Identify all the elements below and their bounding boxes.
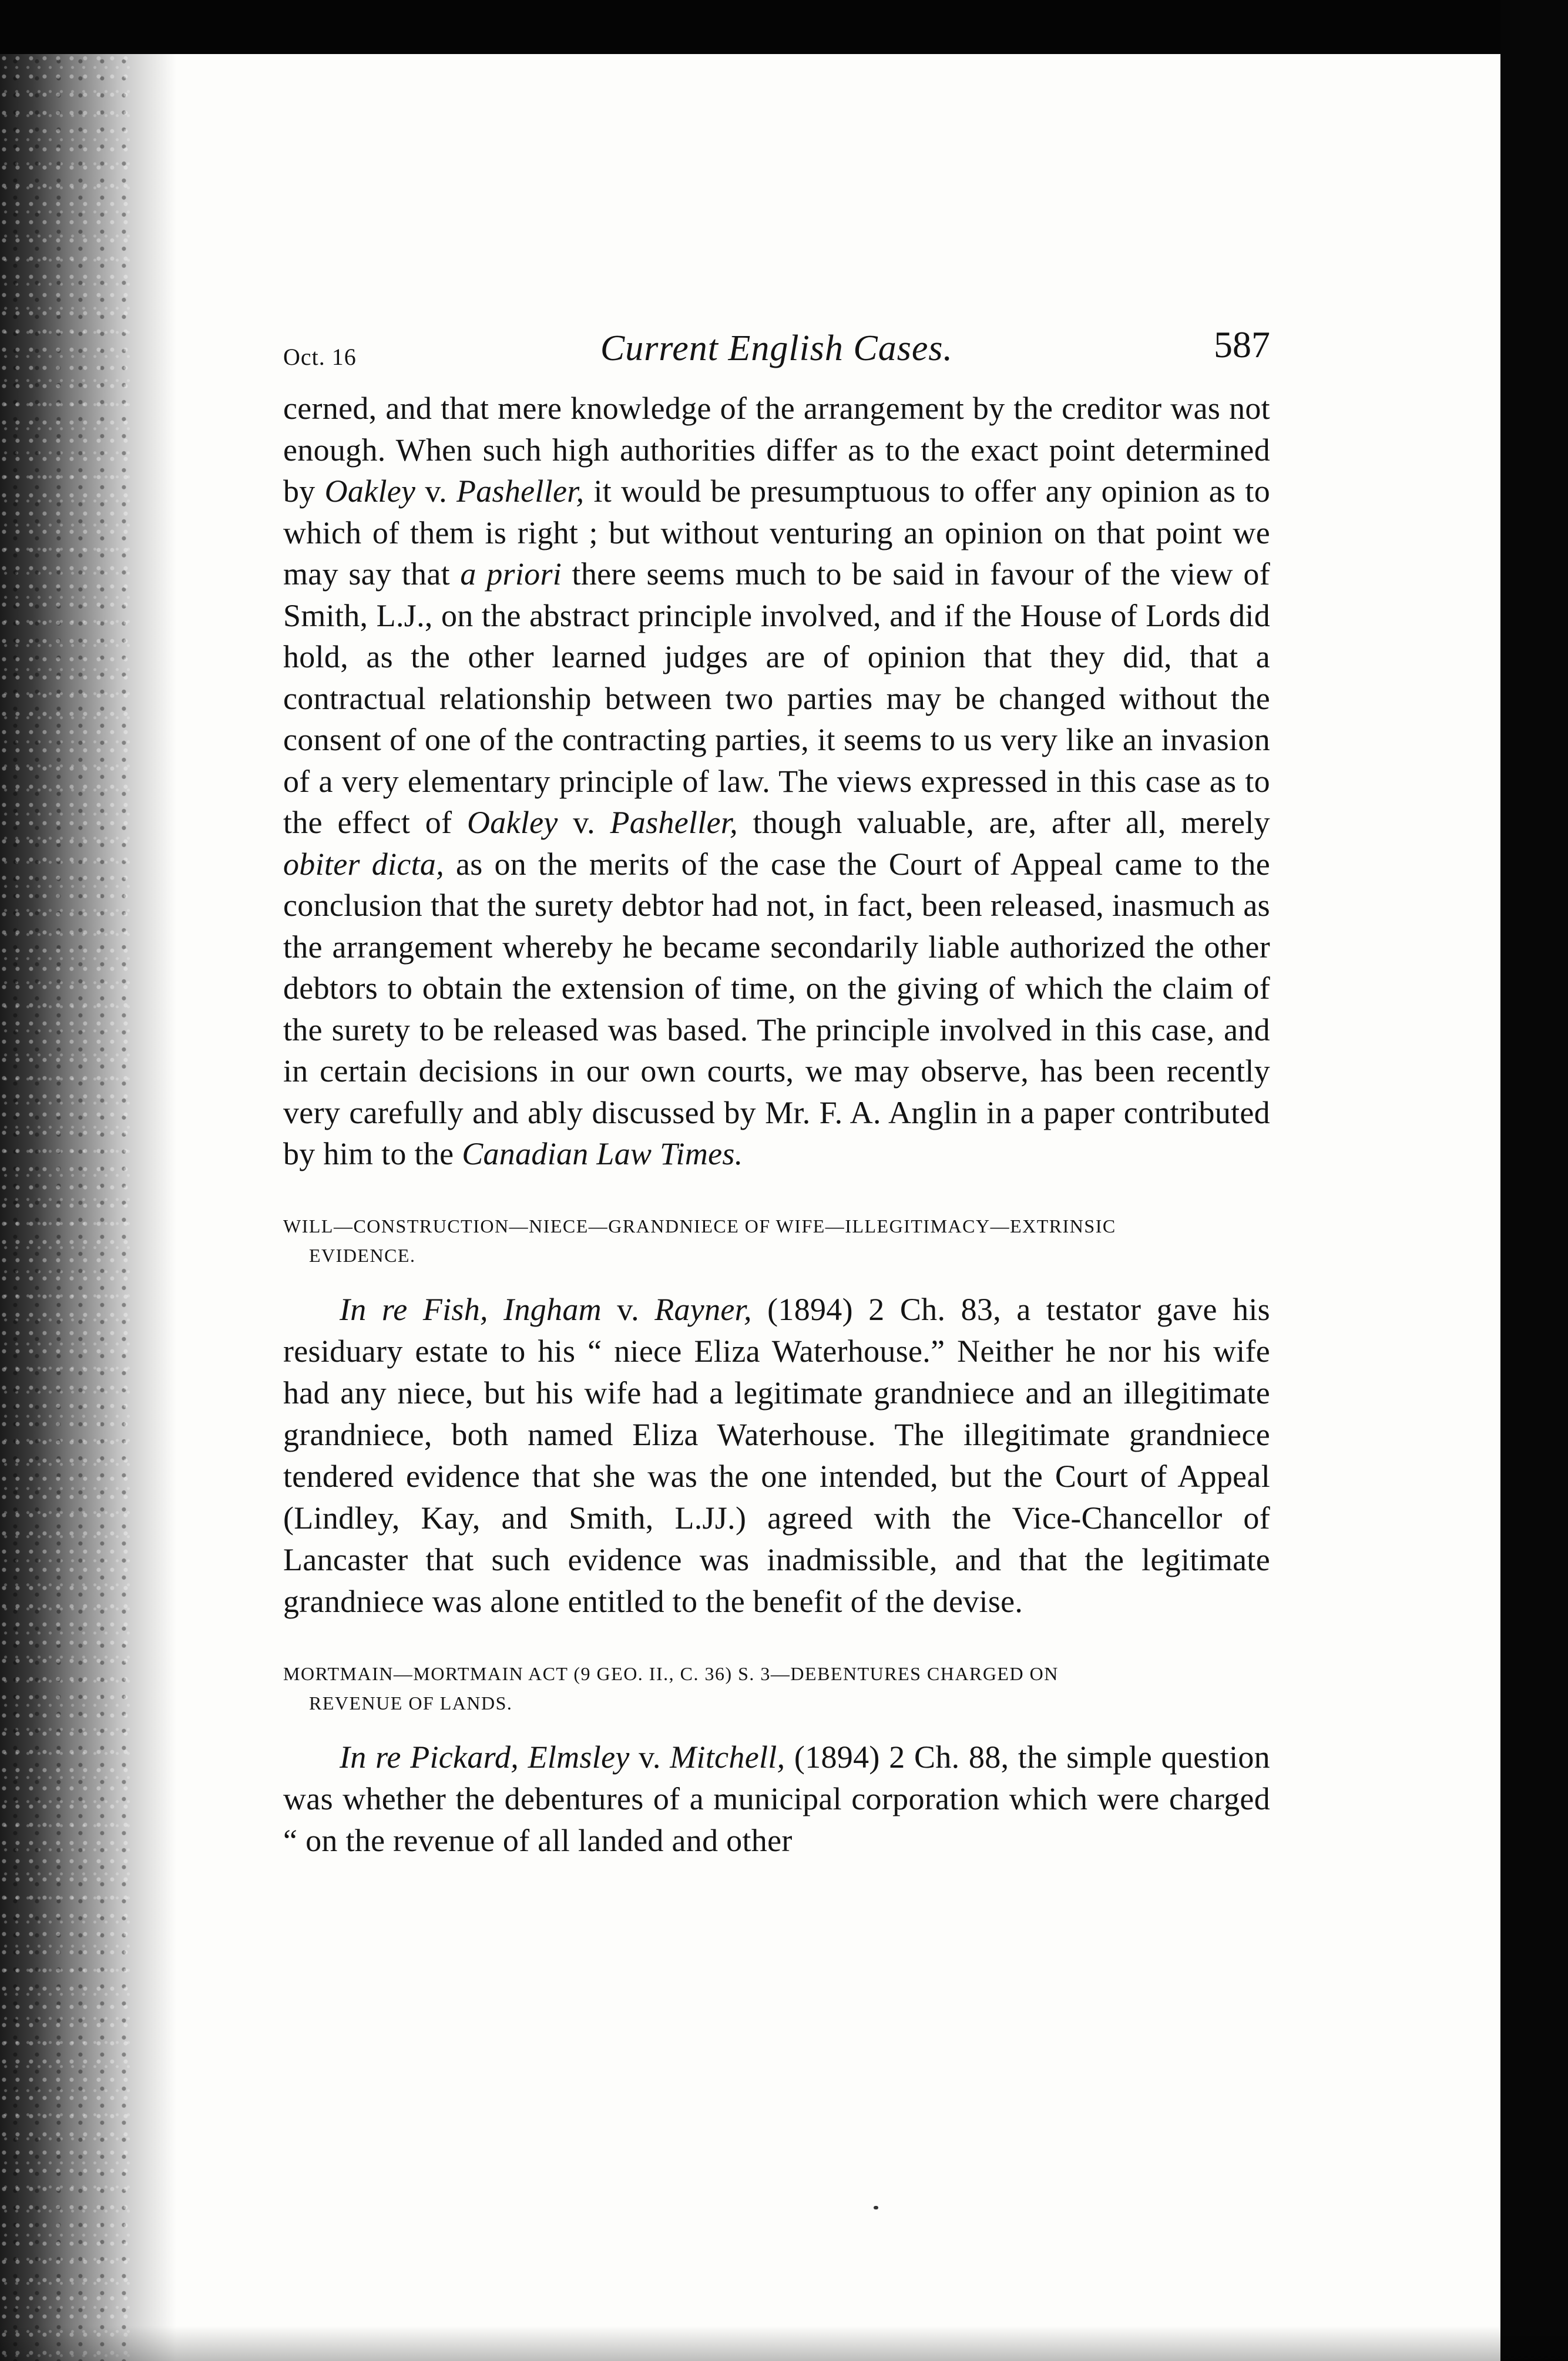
scanner-border-bottom <box>0 2326 1568 2361</box>
case-section-mortmain <box>283 1659 1270 1862</box>
running-head-title: Current English Cases. <box>600 328 953 368</box>
text-run: cerned, and that mere knowledge of the arrangement by the creditor was not enough. When such high authorities differ as to the exact point determined by <box>283 391 1270 509</box>
italic-text-run: Mitchell, <box>670 1739 785 1775</box>
scanner-border-right <box>1500 0 1568 2361</box>
case-paragraph <box>283 1737 1270 1862</box>
opening-paragraph <box>283 388 1270 1175</box>
case-paragraph <box>283 1289 1270 1623</box>
case-heading-line: MORTMAIN—MORTMAIN ACT (9 GEO. II., C. 36) S. 3—DEBENTURES CHARGED ON <box>283 1663 1059 1684</box>
scanner-border-top <box>0 0 1568 54</box>
text-run: as on the merits of the case the Court of Appeal came to the conclusion that the surety debtor had not, in fact, been released, inasmuch as the arrangement whereby he became secondarily liable authorized the other debtors to obtain the extension of time, on the giving of which the claim of the surety to be released was based. The principle involved in this case, and in certain decisions in our own courts, we may observe, has been recently very carefully and ably discussed by Mr. F. A. Anglin in a paper contributed by him to the <box>283 846 1270 1171</box>
italic-text-run: In re Fish, Ingham <box>340 1291 602 1327</box>
text-run: v. <box>558 805 610 840</box>
text-run: though valuable, are, after all, merely <box>738 805 1270 840</box>
gutter-noise <box>0 0 135 2361</box>
text-run: there seems much to be said in favour of the view of Smith, L.J., on the abstract principle involved, and if the House of Lords did hold, as the other learned judges are of opinion that they did, that a contractual relationship between two parties may be changed without the consent of one of the contracting parties, it seems to us very like an invasion of a very elementary principle of law. The views expressed in this case as to the effect of <box>283 556 1270 840</box>
case-heading-continuation: EVIDENCE. <box>309 1244 416 1266</box>
italic-text-run: a priori <box>460 556 562 592</box>
running-head <box>283 317 1270 388</box>
italic-text-run: obiter dicta, <box>283 846 445 882</box>
italic-text-run: Oakley <box>466 805 558 840</box>
italic-text-run: Oakley <box>324 473 416 509</box>
text-run: (1894) 2 Ch. 88, the simple question was whether the debentures of a municipal corporation which were charged “ on the revenue of all landed and other <box>283 1739 1270 1858</box>
text-run: v. <box>415 473 456 509</box>
italic-text-run: Canadian Law Times. <box>462 1136 743 1171</box>
italic-text-run: Pasheller, <box>456 473 585 509</box>
text-run: v. <box>601 1291 655 1327</box>
page-number: 587 <box>1214 324 1270 365</box>
case-heading <box>283 1659 1270 1718</box>
case-heading-continuation: REVENUE OF LANDS. <box>309 1692 513 1714</box>
text-run: it would be presumptuous to offer any opinion as to which of them is right ; but without venturing an opinion on that point we may say that <box>283 473 1270 592</box>
italic-text-run: Rayner, <box>654 1291 752 1327</box>
running-head-date: Oct. 16 <box>283 344 357 370</box>
italic-text-run: In re Pickard, Elmsley <box>340 1739 630 1775</box>
case-heading <box>283 1211 1270 1270</box>
case-heading-line: WILL—CONSTRUCTION—NIECE—GRANDNIECE OF WIFE—ILLEGITIMACY—EXTRINSIC <box>283 1215 1116 1237</box>
case-section-will <box>283 1211 1270 1623</box>
page-content <box>283 317 1270 1862</box>
text-run: (1894) 2 Ch. 83, a testator gave his residuary estate to his “ niece Eliza Waterhouse.” Neither he nor his wife had any niece, but his wife had a legitimate grandniece and an illegitimate grandniece, both named Eliza Waterhouse. The illegitimate grandniece tendered evidence that she was the one intended, but the Court of Appeal (Lindley, Kay, and Smith, L.JJ.) agreed with the Vice-Chancellor of Lancaster that such evidence was inadmissible, and that the legitimate grandniece was alone entitled to the benefit of the devise. <box>283 1291 1270 1619</box>
scan-speck <box>874 2206 878 2209</box>
text-run: v. <box>629 1739 670 1775</box>
italic-text-run: Pasheller, <box>610 805 738 840</box>
